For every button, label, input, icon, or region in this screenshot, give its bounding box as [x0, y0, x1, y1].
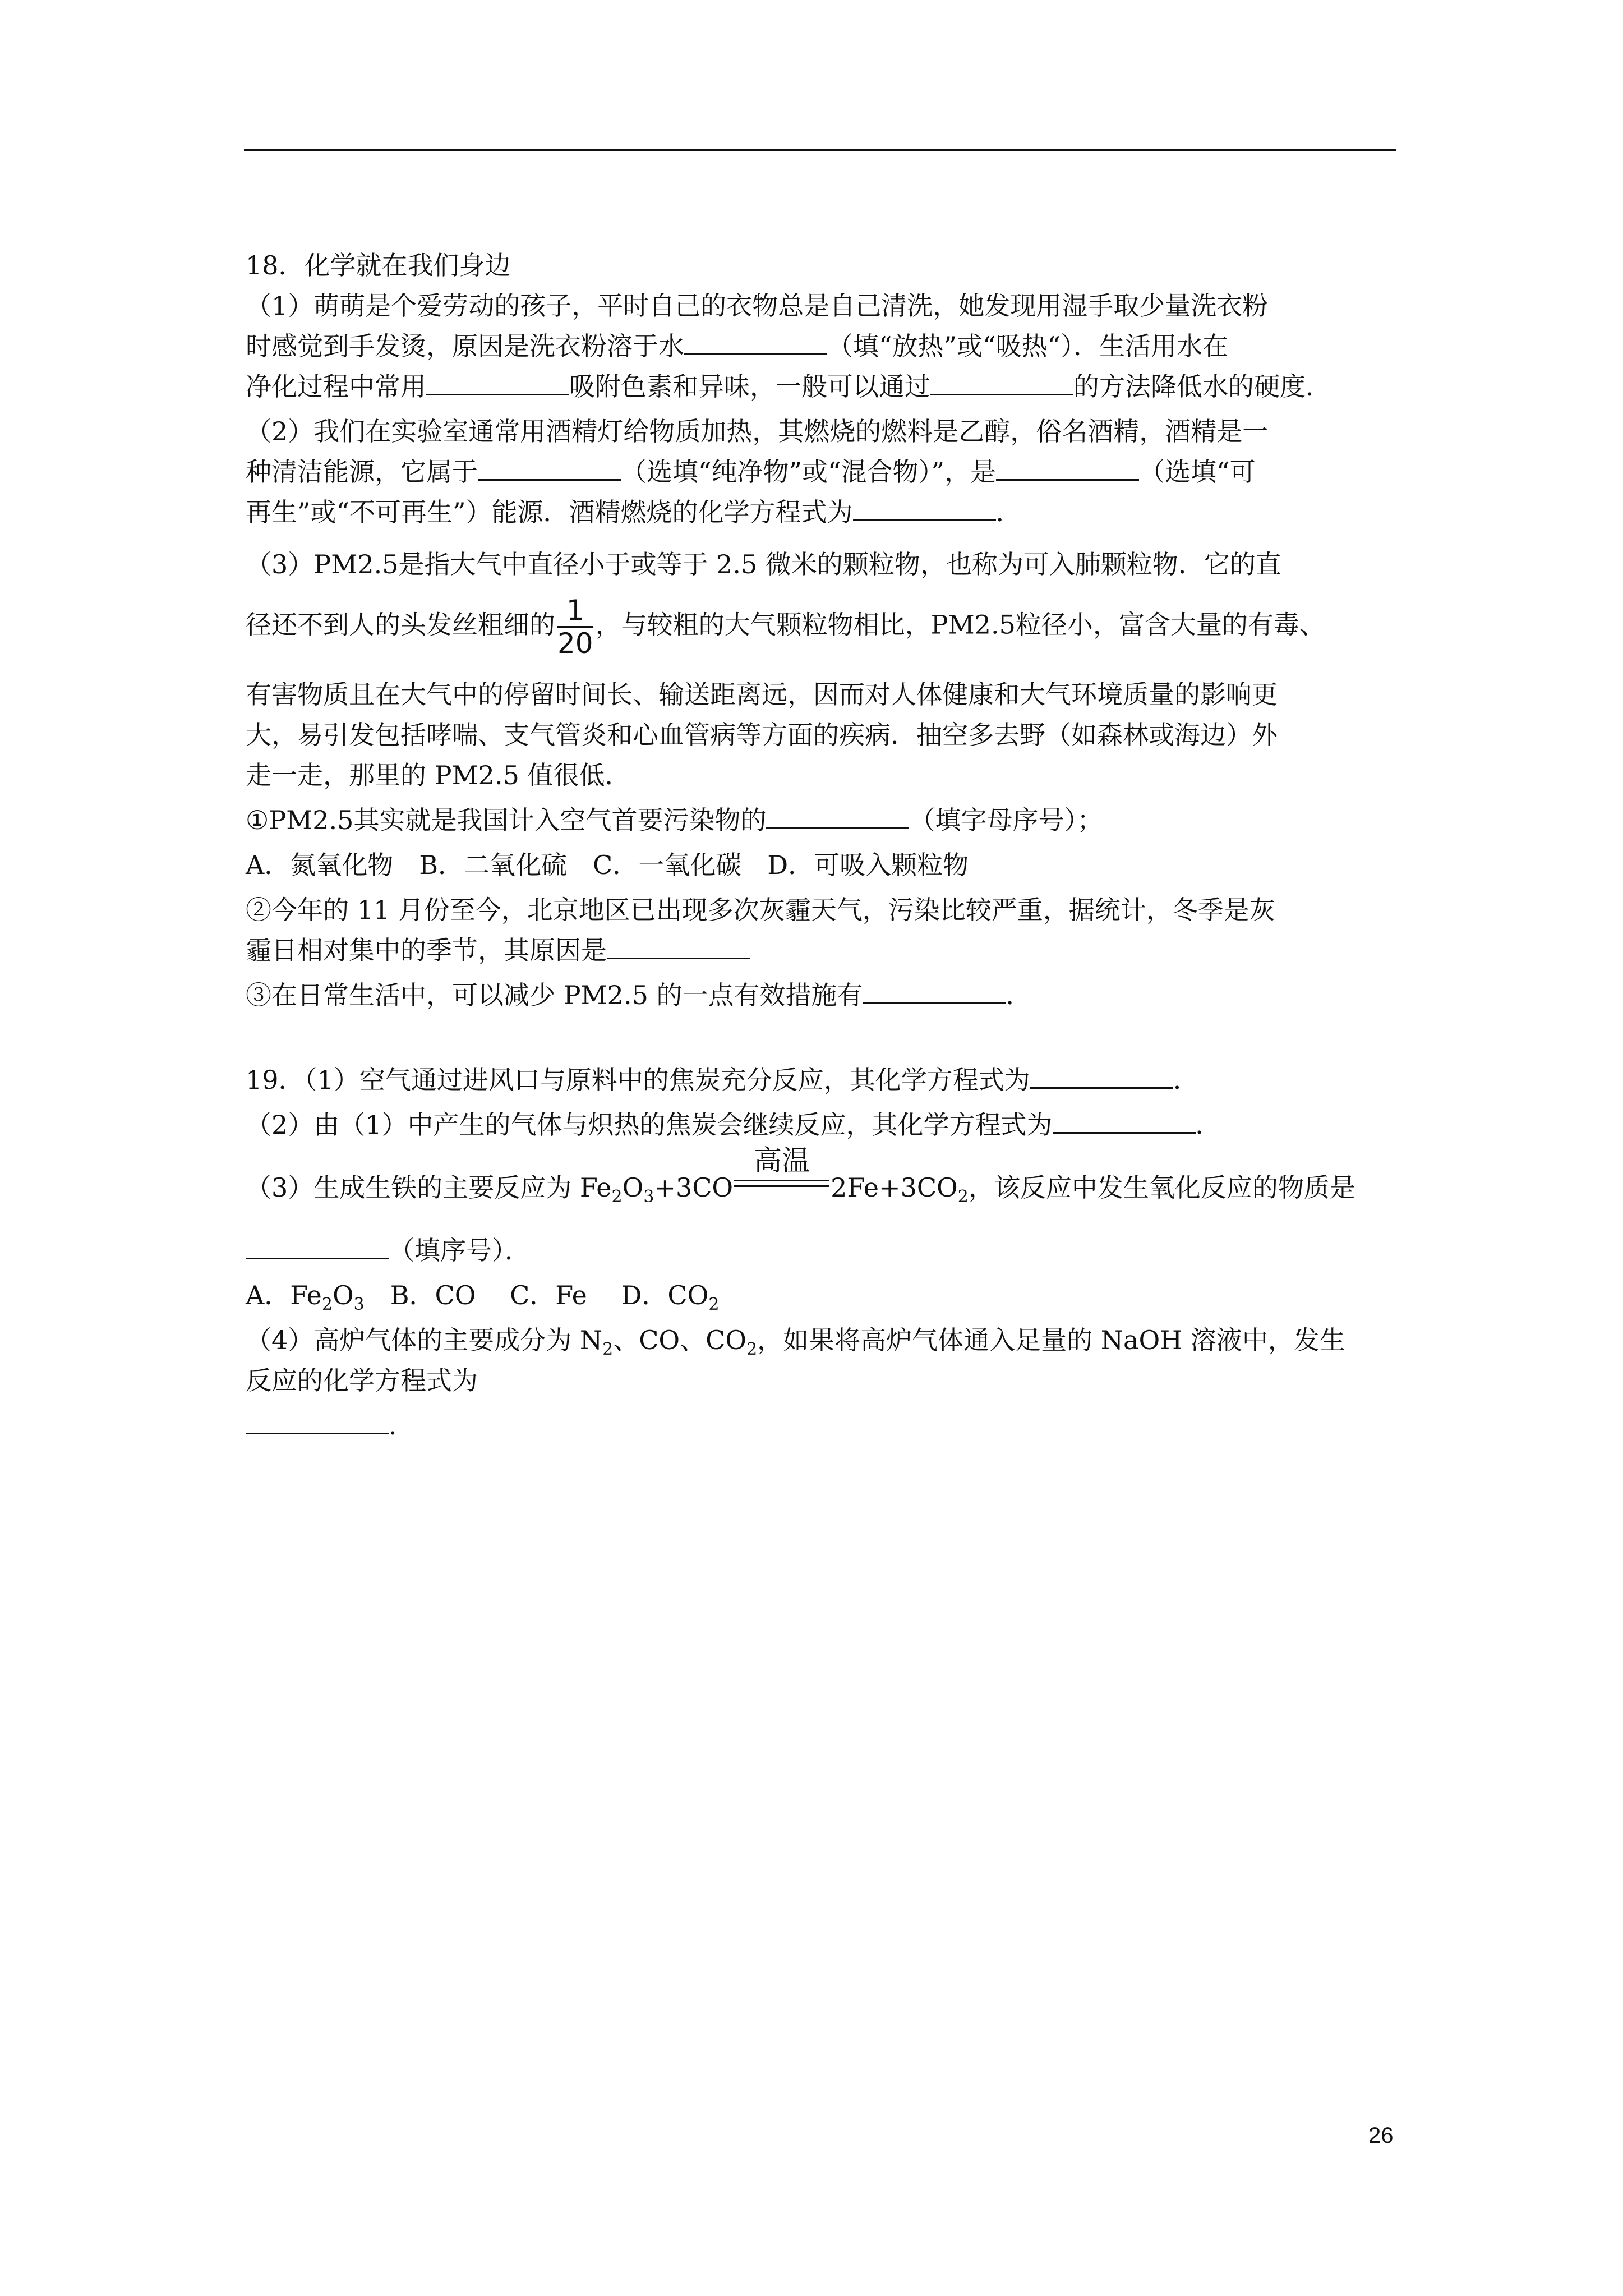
q18-part1-line3: 净化过程中常用 吸附色素和异味，一般可以通过 的方法降低水的硬度． [246, 371, 1331, 402]
answer-blank [426, 371, 569, 395]
q19-part4-line2: 反应的化学方程式为 [246, 1365, 478, 1396]
q19-part1: 19．（1）空气通过进风口与原料中的焦炭充分反应，其化学方程式为 ． [246, 1065, 1199, 1095]
q18-part1-line1: （1）萌萌是个爱劳动的孩子，平时自己的衣物总是自己清洗，她发现用湿手取少量洗衣粉 [246, 291, 1269, 321]
answer-blank [766, 805, 909, 829]
page-number: 26 [1368, 2123, 1394, 2148]
answer-blank [1053, 1110, 1196, 1134]
answer-blank [684, 331, 827, 355]
q19-part2: （2）由（1）中产生的气体与炽热的焦炭会继续反应，其化学方程式为 ． [246, 1110, 1221, 1140]
q19-part4-line1: （4）高炉气体的主要成分为 $N_2$、CO、$CO_2$，如果将高炉气体通入足量的 NaOH 溶液中，发生 [246, 1325, 1345, 1360]
header-rule [244, 149, 1396, 151]
answer-blank [996, 457, 1139, 481]
q18-part3-line1: （3）PM2.5是指大气中直径小于或等于 2.5 微米的颗粒物，也称为可入肺颗粒物．它的直 [246, 549, 1281, 579]
answer-blank [246, 1235, 389, 1259]
q18-part2-line1: （2）我们在实验室通常用酒精灯给物质加热，其燃烧的燃料是乙醇，俗名酒精，酒精是一 [246, 416, 1269, 447]
q18-part2-line2: 种清洁能源，它属于 （选填“纯净物”或“混合物）”，是 （选填“可 [246, 457, 1256, 487]
q18-sub3: ③在日常生活中，可以减少 PM2.5 的一点有效措施有 ． [246, 980, 1032, 1010]
q18-sub1-options: A．氮氧化物 B．二氧化硫 C．一氧化碳 D．可吸入颗粒物 [246, 850, 969, 880]
answer-blank [863, 980, 1006, 1004]
q18-sub1: ①PM2.5其实就是我国计入空气首要污染物的 （填字母序号）； [246, 805, 1103, 835]
answer-blank [478, 457, 621, 481]
answer-blank [853, 497, 996, 521]
reaction-condition-arrow: 高温 [734, 1174, 829, 1197]
q18-part2-line3: 再生”或“不可再生”）能源．酒精燃烧的化学方程式为 ． [246, 497, 1022, 527]
answer-blank [246, 1410, 389, 1434]
q18-sub2-line1: ②今年的 11 月份至今，北京地区已出现多次灰霾天气，污染比较严重，据统计，冬季是灰 [246, 895, 1275, 925]
q18-sub2-line2: 霾日相对集中的季节，其原因是 [246, 935, 750, 966]
q19-part3-line1: （3）生成生铁的主要反应为 $Fe_2O_3+3CO$ 高温 $2Fe+3CO_2$，该反应中发生氧化反应的物质是 [246, 1144, 1355, 1207]
answer-blank [607, 935, 750, 959]
q18-title: 18．化学就在我们身边 [246, 250, 511, 280]
q18-part3-line3: 有害物质且在大气中的停留时间长、输送距离远，因而对人体健康和大气环境质量的影响更 [246, 679, 1278, 710]
q19-part3-options: A．$Fe_2O_3$ B．CO C．Fe D．$CO_2$ [246, 1280, 720, 1315]
q19-part3-line2: （填序号）． [246, 1235, 531, 1266]
q18-part3-line5: 走一走，那里的 PM2.5 值很低． [246, 760, 631, 790]
answer-blank [930, 371, 1073, 395]
q19-part4-line3: ． [246, 1410, 414, 1441]
q18-part1-line2: 时感觉到手发烫，原因是洗衣粉溶于水 （填“放热”或“吸热“）．生活用水在 [246, 331, 1229, 361]
answer-blank [1030, 1065, 1173, 1089]
q18-part3-line2: 径还不到人的头发丝粗细的 $\frac{1}{20}$ ，与较粗的大气颗粒物相比，PM2.5粒径小，富含大量的有毒、 [246, 594, 1325, 660]
fraction-one-twentieth: $\frac{1}{20}$ [557, 594, 593, 660]
q18-part3-line4: 大，易引发包括哮喘、支气管炎和心血管病等方面的疾病．抽空多去野（如森林或海边）外 [246, 720, 1278, 750]
